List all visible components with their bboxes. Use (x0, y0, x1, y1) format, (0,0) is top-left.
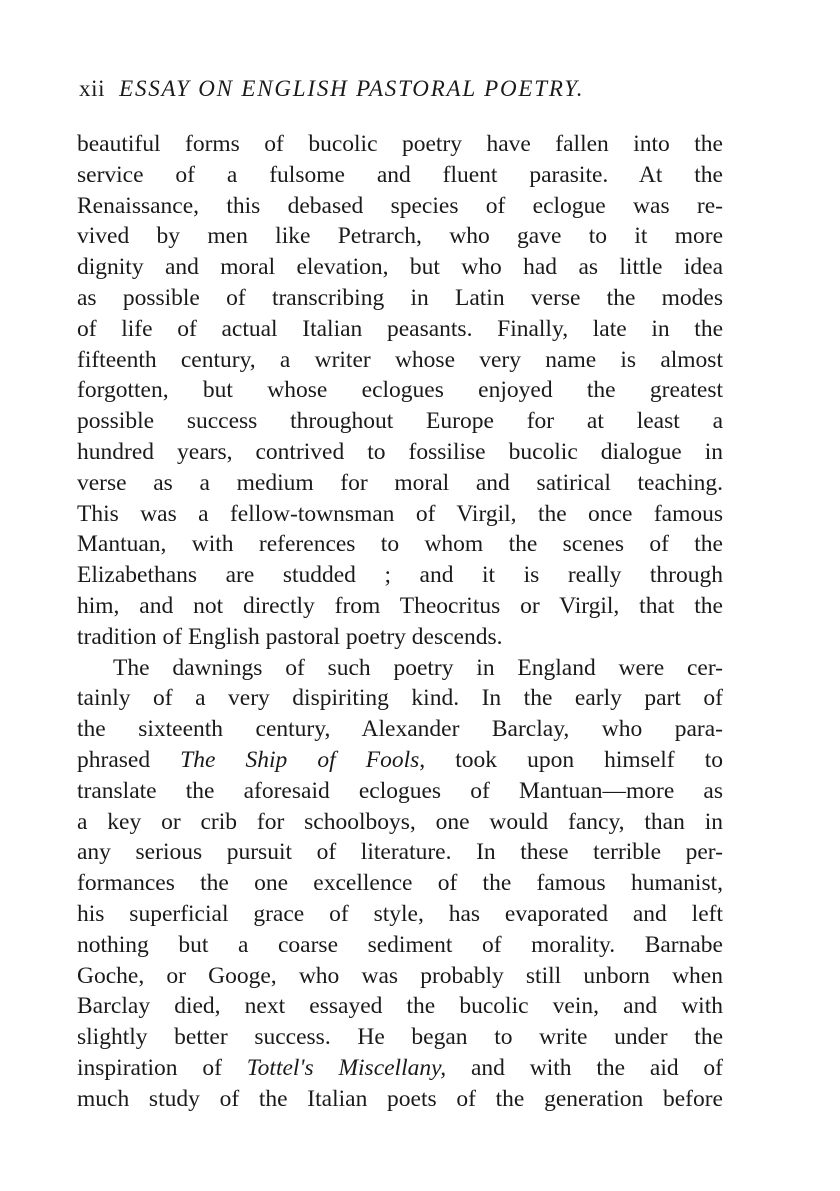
text-line: a key or crib for schoolboys, one would fancy, than in (77, 808, 723, 835)
text-line: vived by men like Petrarch, who gave to it more (77, 223, 723, 250)
text-line: tradition of English pastoral poetry descends. (77, 623, 503, 650)
text-line: nothing but a coarse sediment of morality. Barnabe (77, 931, 723, 958)
paragraph-1 (77, 129, 723, 653)
paragraph-2 (77, 653, 723, 1115)
text-line: of life of actual Italian peasants. Finally, late in the (77, 315, 723, 342)
text-line: The dawnings of such poetry in England were cer- (113, 654, 723, 681)
running-header (79, 76, 584, 102)
text-line: This was a fellow-townsman of Virgil, the once famous (77, 500, 723, 527)
text-line: tainly of a very dispiriting kind. In the early part of (77, 685, 723, 712)
text-line: his superficial grace of style, has evaporated and left (77, 900, 723, 927)
book-title-ship-of-fools: The Ship of Fools, (180, 746, 426, 773)
page-number: xii (79, 76, 106, 101)
line-text: took upon himself to (425, 746, 723, 773)
text-line: slightly better success. He began to write under the (77, 1024, 723, 1051)
text-line: fifteenth century, a writer whose very name is almost (77, 346, 723, 373)
text-line: beautiful forms of bucolic poetry have fallen into the (77, 131, 723, 157)
text-line: formances the one excellence of the famous humanist, (77, 870, 723, 897)
text-line: dignity and moral elevation, but who had as little idea (77, 254, 723, 281)
text-line: verse as a medium for moral and satirical teaching. (77, 469, 723, 496)
text-line: Mantuan, with references to whom the scenes of the (77, 531, 723, 558)
text-line: Barclay died, next essayed the bucolic vein, and with (77, 993, 723, 1020)
line-text: phrased (77, 746, 181, 773)
book-title-tottels-miscellany: Tottel's Miscellany, (246, 1054, 447, 1081)
text-line: Elizabethans are studded ; and it is really through (77, 562, 723, 589)
text-line: as possible of transcribing in Latin verse the modes (77, 284, 723, 311)
line-text: and with the aid of (446, 1054, 724, 1081)
text-line: him, and not directly from Theocritus or Virgil, that the (77, 592, 723, 619)
text-line: forgotten, but whose eclogues enjoyed the greatest (77, 377, 723, 404)
text-line: translate the aforesaid eclogues of Mantuan—more as (77, 777, 723, 804)
text-line (77, 745, 723, 776)
text-line: Goche, or Googe, who was probably still unborn when (77, 962, 723, 989)
text-line: Renaissance, this debased species of eclogue was re- (77, 192, 723, 219)
text-line: hundred years, contrived to fossilise bucolic dialogue in (77, 438, 723, 465)
text-line: the sixteenth century, Alexander Barclay, who para- (77, 716, 723, 743)
text-line: much study of the Italian poets of the generation before (77, 1085, 723, 1112)
body-text (77, 129, 723, 1115)
running-title: ESSAY ON ENGLISH PASTORAL POETRY. (119, 76, 585, 101)
line-text: inspiration of (77, 1054, 247, 1081)
text-line (77, 1053, 723, 1084)
text-line: any serious pursuit of literature. In these terrible per- (77, 839, 723, 866)
text-line: service of a fulsome and fluent parasite. At the (77, 161, 723, 188)
text-line: possible success throughout Europe for at least a (77, 408, 723, 435)
